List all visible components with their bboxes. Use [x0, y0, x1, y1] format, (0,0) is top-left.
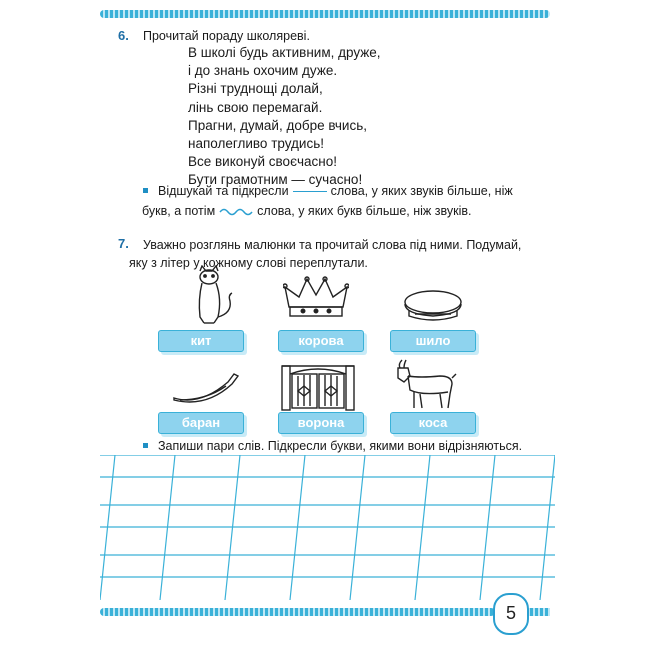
task-6-number: 6. — [118, 28, 129, 43]
instruction-line: яку з літер у кожному слові переплутали. — [129, 256, 368, 270]
bottom-decorative-bar — [100, 608, 495, 616]
page-number: 5 — [493, 593, 529, 635]
crown-icon — [283, 275, 349, 323]
soap-icon — [401, 288, 465, 326]
poem — [188, 44, 381, 190]
note-text: Відшукай та підкресли — [158, 184, 289, 198]
poem-line: Все виконуй своєчасно! — [188, 154, 337, 170]
note-text: букв, а потім — [142, 204, 216, 218]
wavy-underline-icon — [219, 207, 253, 217]
word-label-kyt: кит — [158, 330, 244, 352]
poem-line: Бути грамотним — сучасно! — [188, 172, 363, 188]
bullet-icon — [143, 188, 148, 193]
cat-icon — [188, 265, 236, 327]
poem-line: Прагни, думай, добре вчись, — [188, 117, 368, 133]
word-label-baran: баран — [158, 412, 244, 434]
poem-line: і до знань охочим дуже. — [188, 63, 338, 79]
poem-line: Різні труднощі долай, — [188, 81, 323, 97]
top-decorative-bar — [100, 10, 550, 18]
note-text: слова, у яких букв більше, ніж звуків. — [257, 204, 472, 218]
poem-line: наполегливо трудись! — [188, 136, 324, 152]
word-label-vorona: ворона — [278, 412, 364, 434]
task-7-number: 7. — [118, 236, 129, 251]
word-label-shylo: шило — [390, 330, 476, 352]
note-text: слова, у яких звуків більше, ніж — [330, 184, 513, 198]
banana-icon — [170, 370, 242, 406]
gate-icon — [280, 360, 356, 412]
write-instruction: Запиши пари слів. Підкресли букви, якими вони відрізняються. — [158, 439, 523, 453]
instruction-line: Уважно розглянь малюнки та прочитай слова під ними. Подумай, — [143, 238, 522, 252]
poem-line: В школі будь активним, друже, — [188, 45, 381, 60]
task-6-instruction: Прочитай пораду школяреві. — [143, 29, 310, 43]
goat-icon — [392, 358, 458, 412]
word-label-kosa: коса — [390, 412, 476, 434]
task-6-note — [142, 181, 538, 221]
straight-underline-icon — [293, 191, 327, 192]
poem-line: лінь свою перемагай. — [188, 99, 323, 115]
word-label-korova: корова — [278, 330, 364, 352]
bullet-icon — [143, 443, 148, 448]
writing-lines[interactable] — [100, 455, 555, 600]
